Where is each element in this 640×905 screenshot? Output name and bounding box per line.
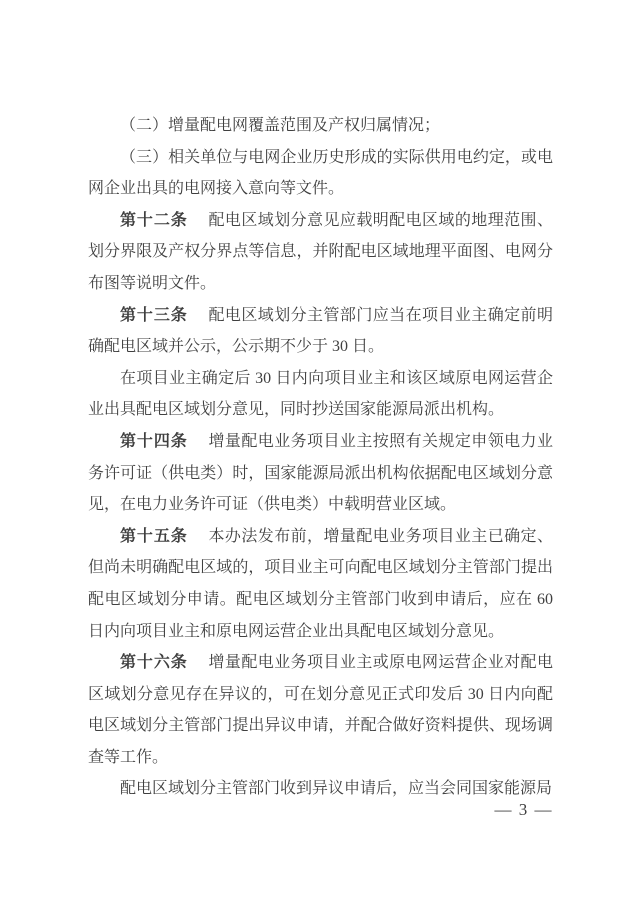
article-number-label: 第十三条 (120, 306, 188, 324)
article-number-label: 第十六条 (120, 654, 188, 672)
body-paragraph: （三）相关单位与电网企业历史形成的实际供用电约定，或电网企业出具的电网接入意向等文件。 (88, 148, 553, 198)
document-body (88, 110, 553, 805)
page-number: — 3 — (494, 800, 553, 819)
article-paragraph: 第十六条 增量配电业务项目业主或原电网运营企业对配电区域划分意见存在异议的，可在划分意见正式印发后 30 日内向配电区域划分主管部门提出异议申请，并配合做好资料提供、现场调查等工作。 (88, 654, 553, 766)
article-number-label: 第十四条 (120, 432, 188, 450)
article-number-label: 第十五条 (120, 527, 188, 545)
article-paragraph: 第十三条 配电区域划分主管部门应当在项目业主确定前明确配电区域并公示，公示期不少于 30 日。 (88, 306, 553, 356)
body-paragraph: （二）增量配电网覆盖范围及产权归属情况； (120, 117, 441, 134)
article-paragraph: 第十四条 增量配电业务项目业主按照有关规定申领电力业务许可证（供电类）时，国家能源局派出机构依据配电区域划分意见，在电力业务许可证（供电类）中载明营业区域。 (88, 432, 553, 514)
article-number-label: 第十二条 (120, 211, 188, 229)
article-paragraph: 第十二条 配电区域划分意见应载明配电区域的地理范围、划分界限及产权分界点等信息，并附配电区域地理平面图、电网分布图等说明文件。 (88, 211, 553, 292)
body-paragraph: 在项目业主确定后 30 日内向项目业主和该区域原电网运营企业出具配电区域划分意见，同时抄送国家能源局派出机构。 (88, 369, 553, 419)
body-paragraph: 配电区域划分主管部门收到异议申请后，应当会同国家能源局 (120, 780, 553, 798)
article-paragraph: 第十五条 本办法发布前，增量配电业务项目业主已确定、但尚未明确配电区域的，项目业主可向配电区域划分主管部门提出配电区域划分申请。配电区域划分主管部门收到申请后，应在 60 日内向项目业主和原电网运营企业出具配电区域划分意见。 (88, 527, 553, 640)
